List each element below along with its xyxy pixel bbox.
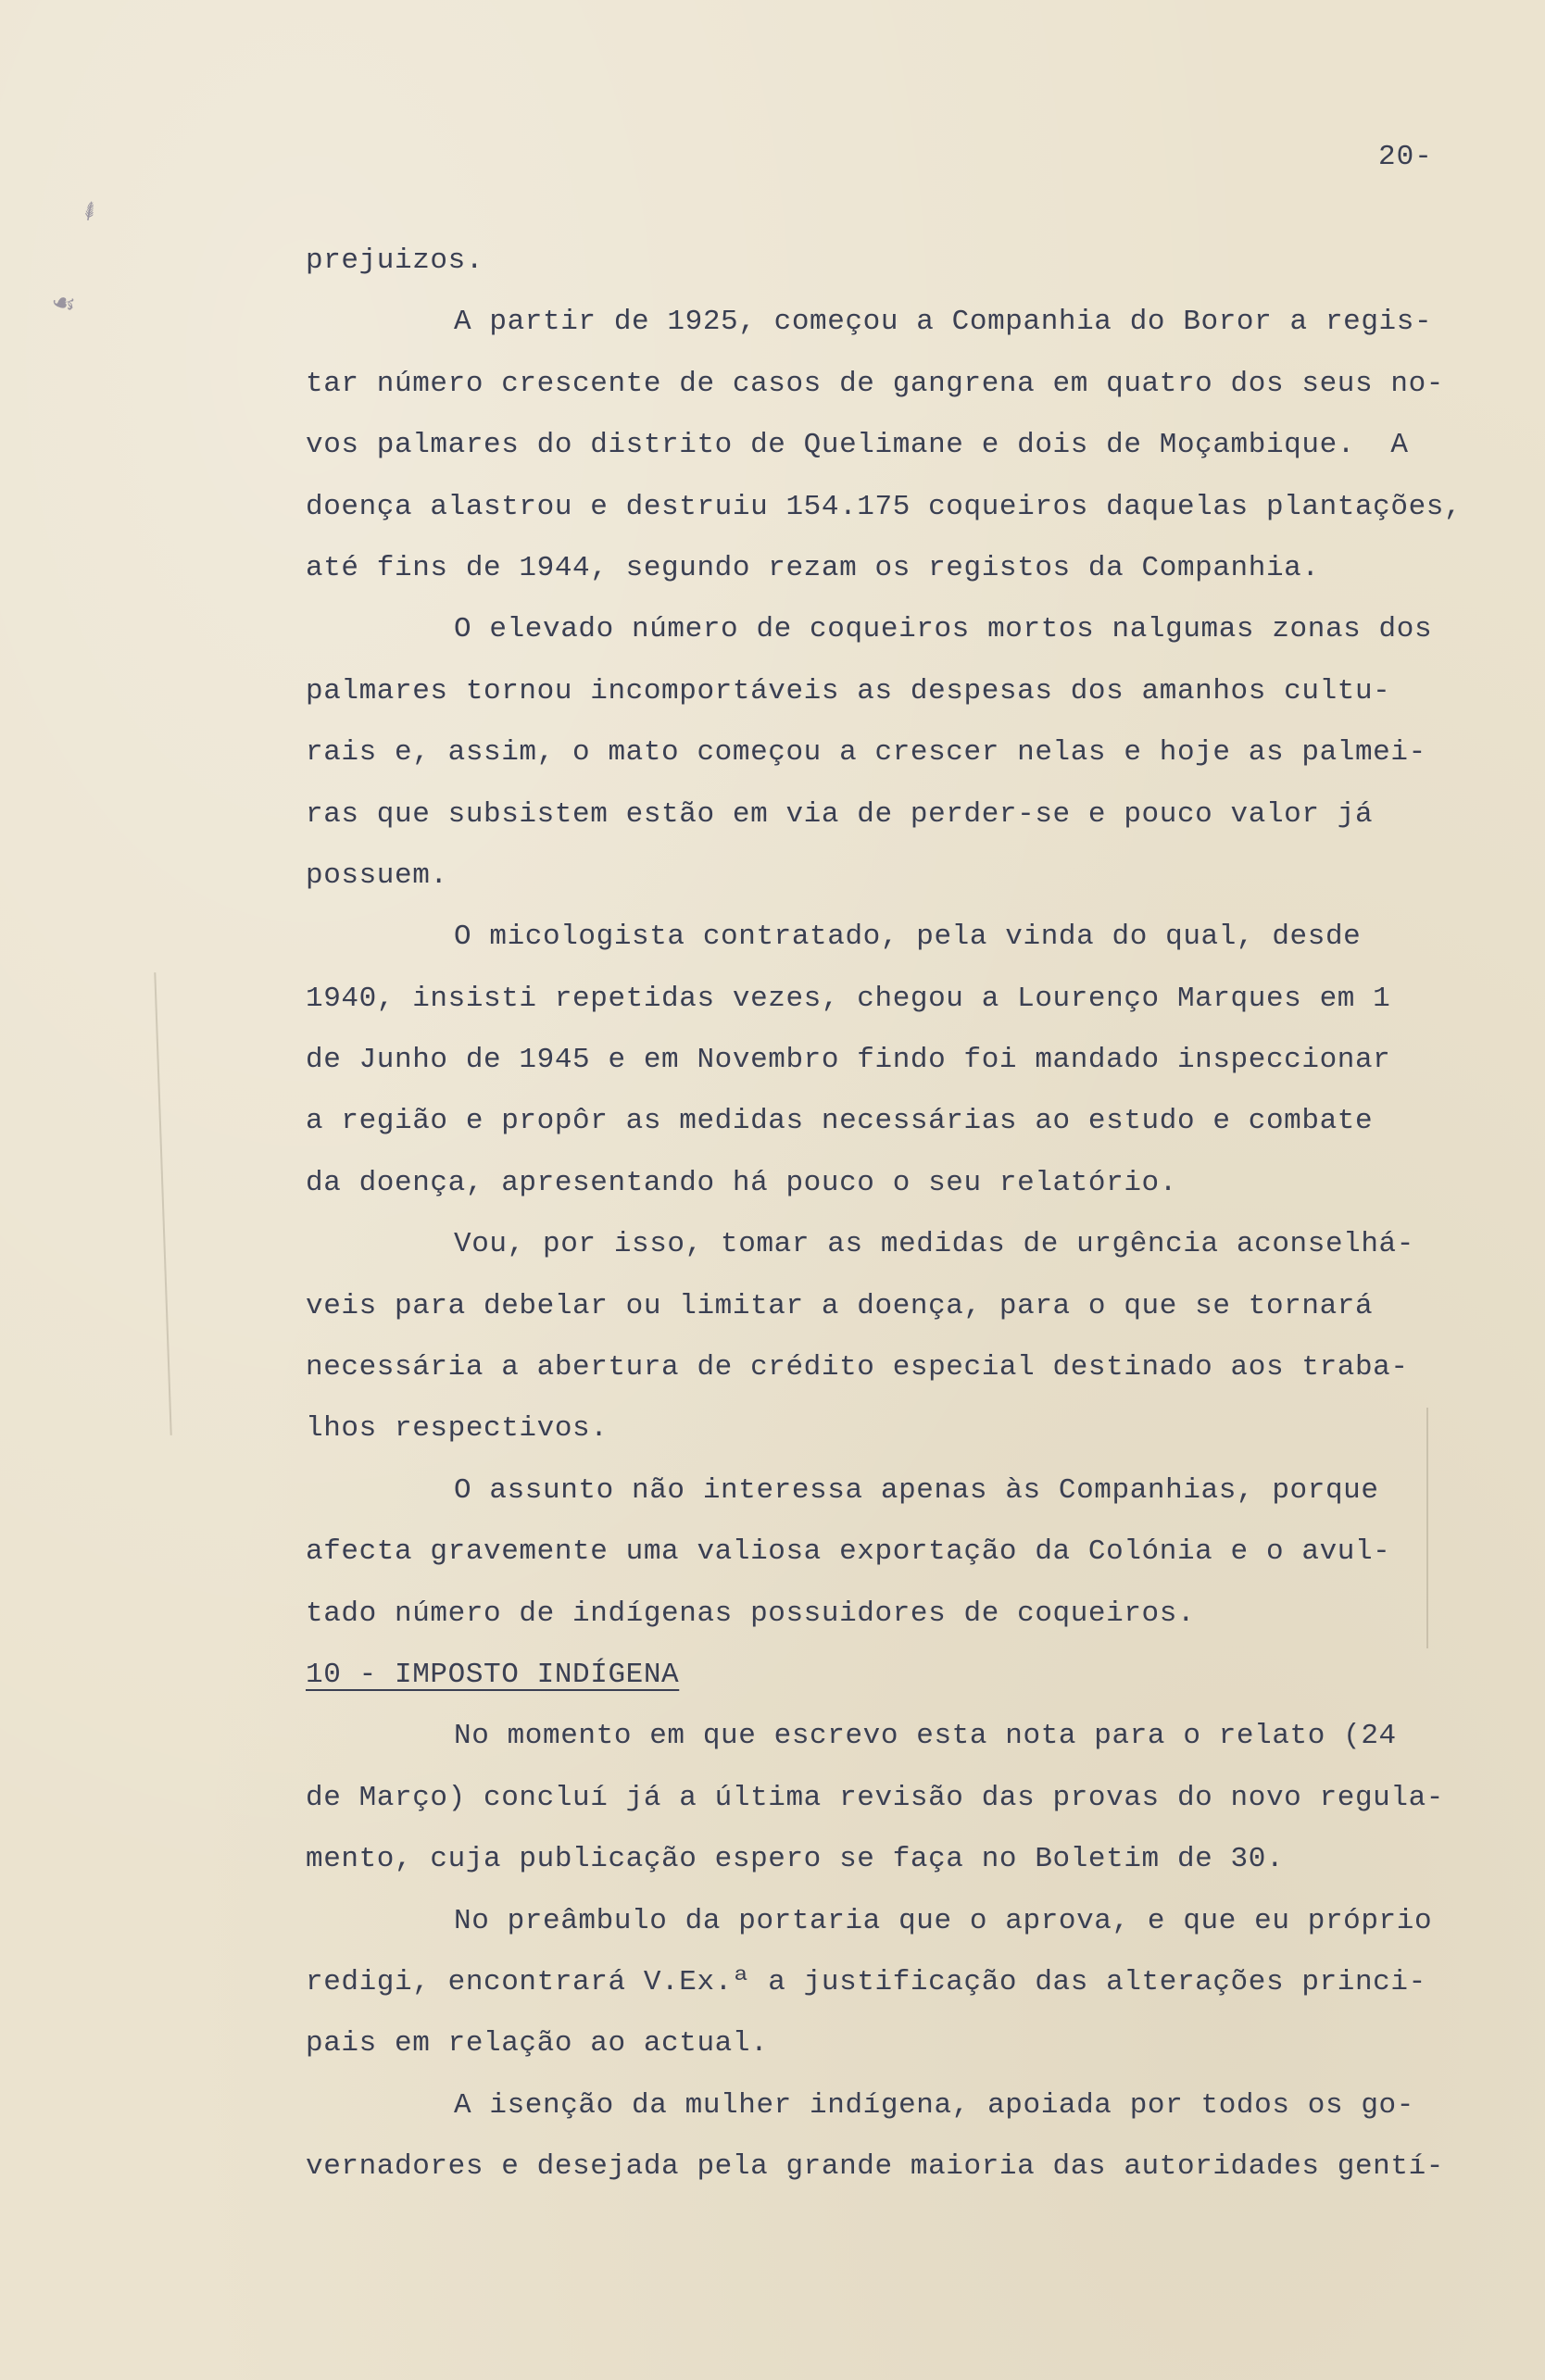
text-line-content: vos palmares do distrito de Quelimane e dois de Moçambique. A bbox=[306, 429, 1409, 462]
text-line-content: No preâmbulo da portaria que o aprova, e que eu próprio bbox=[454, 1904, 1433, 1937]
text-line-content: pais em relação ao actual. bbox=[306, 2027, 769, 2061]
text-line bbox=[306, 1837, 1501, 1898]
text-line bbox=[306, 854, 1501, 915]
text-line bbox=[306, 1284, 1501, 1346]
text-line bbox=[306, 546, 1501, 608]
text-line-content: No momento em que escrevo esta nota para o relato (24 bbox=[454, 1720, 1397, 1753]
text-line bbox=[306, 977, 1501, 1038]
text-line bbox=[306, 1222, 1501, 1284]
text-line-content: a região e propôr as medidas necessárias ao estudo e combate bbox=[306, 1105, 1374, 1138]
text-line-content: veis para debelar ou limitar a doença, para o que se tornará bbox=[306, 1289, 1374, 1322]
text-line bbox=[306, 300, 1501, 361]
text-line bbox=[306, 1346, 1501, 1407]
text-line-content: A partir de 1925, começou a Companhia do Boror a regis- bbox=[454, 306, 1433, 339]
text-line-content: vernadores e desejada pela grande maioria das autoridades gentí- bbox=[306, 2150, 1444, 2184]
text-line-content: da doença, apresentando há pouco o seu relatório. bbox=[306, 1166, 1177, 1199]
text-line-content: A isenção da mulher indígena, apoiada por todos os go- bbox=[454, 2088, 1414, 2122]
text-line-content: prejuizos. bbox=[306, 244, 484, 277]
text-line bbox=[306, 1714, 1501, 1775]
text-line bbox=[306, 731, 1501, 792]
section-heading-text: 10 - IMPOSTO INDÍGENA bbox=[306, 1658, 680, 1691]
margin-mark: ⸙ bbox=[74, 192, 106, 230]
text-line-content: rais e, assim, o mato começou a crescer nelas e hoje as palmei- bbox=[306, 736, 1426, 770]
text-line bbox=[306, 915, 1501, 976]
text-line-content: O assunto não interessa apenas às Companhias, porque bbox=[454, 1473, 1379, 1507]
text-line bbox=[306, 485, 1501, 546]
text-line-content: 1940, insisti repetidas vezes, chegou a Lourenço Marques em 1 bbox=[306, 982, 1391, 1015]
text-line bbox=[306, 1407, 1501, 1468]
text-line bbox=[306, 423, 1501, 484]
text-line-content: mento, cuja publicação espero se faça no Boletim de 30. bbox=[306, 1843, 1285, 1876]
text-line-content: tado número de indígenas possuidores de coqueiros. bbox=[306, 1597, 1196, 1630]
text-line-content: de Junho de 1945 e em Novembro findo foi mandado inspeccionar bbox=[306, 1044, 1391, 1077]
text-line-content: afecta gravemente uma valiosa exportação da Colónia e o avul- bbox=[306, 1535, 1391, 1569]
text-line-content: tar número crescente de casos de gangrena em quatro dos seus no- bbox=[306, 367, 1444, 400]
text-line bbox=[306, 670, 1501, 731]
text-line bbox=[306, 362, 1501, 423]
text-line bbox=[306, 1469, 1501, 1530]
text-line bbox=[306, 1038, 1501, 1099]
text-line-content: doença alastrou e destruiu 154.175 coqueiros daquelas plantações, bbox=[306, 490, 1463, 523]
text-line bbox=[306, 1899, 1501, 1960]
text-line-content: lhos respectivos. bbox=[306, 1412, 609, 1446]
text-line bbox=[306, 2022, 1501, 2083]
text-line-content: palmares tornou incomportáveis as despesas dos amanhos cultu- bbox=[306, 674, 1391, 708]
text-line bbox=[306, 239, 1501, 300]
text-line bbox=[306, 1776, 1501, 1837]
page-number: 20- bbox=[1378, 141, 1433, 173]
text-line-content: de Março) concluí já a última revisão das provas do novo regula- bbox=[306, 1781, 1444, 1814]
text-line bbox=[306, 1161, 1501, 1222]
text-line bbox=[306, 1530, 1501, 1591]
text-line bbox=[306, 1960, 1501, 2022]
page-crease bbox=[154, 972, 171, 1435]
text-line-content: até fins de 1944, segundo rezam os registos da Companhia. bbox=[306, 551, 1320, 584]
margin-mark: ☙ bbox=[46, 284, 80, 322]
text-line-content: ras que subsistem estão em via de perder-se e pouco valor já bbox=[306, 797, 1374, 831]
text-line-content: O micologista contratado, pela vinda do qual, desde bbox=[454, 921, 1362, 954]
text-line-content: possuem. bbox=[306, 858, 448, 892]
text-line bbox=[306, 1099, 1501, 1160]
body-text bbox=[306, 239, 1501, 2207]
text-line bbox=[306, 793, 1501, 854]
text-line-content: Vou, por isso, tomar as medidas de urgência aconselhá- bbox=[454, 1228, 1414, 1261]
text-line bbox=[306, 608, 1501, 669]
text-line-content: redigi, encontrará V.Ex.ª a justificação das alterações princi- bbox=[306, 1965, 1426, 1998]
text-line-content: O elevado número de coqueiros mortos nalgumas zonas dos bbox=[454, 613, 1433, 646]
text-line bbox=[306, 2084, 1501, 2145]
text-line bbox=[306, 1592, 1501, 1653]
text-line bbox=[306, 2145, 1501, 2206]
section-heading bbox=[306, 1653, 1501, 1714]
text-line-content: necessária a abertura de crédito especial destinado aos traba- bbox=[306, 1351, 1409, 1384]
